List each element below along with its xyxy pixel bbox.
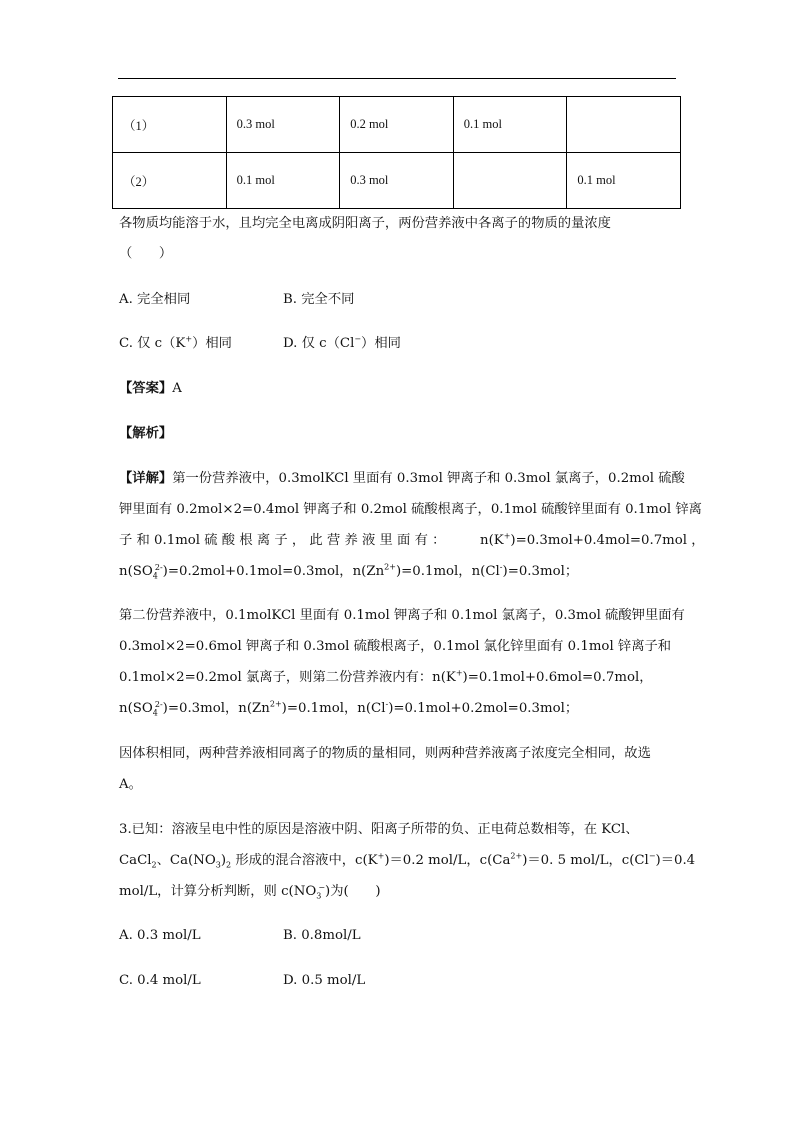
conclusion-line-2: A。 — [119, 777, 142, 792]
q3-option-c: C. 0.4 mol/L — [119, 973, 201, 988]
detail-p2-line-4: $n(SO_4^{2-})=0.3mol$，$n(Zn^{2+})=0.1mol$，n(Cl-)=0.1mol+0.2mol=0.3mol； — [119, 699, 579, 718]
q3-stem-line-2: CaCl$_2$、$Ca(NO_3)_2$ 形成的混合溶液中，c(K+)＝0.2 mol/L，$c(Ca^{2+})=0$. 5 mol/L，c(Cl−)＝0.4 — [119, 851, 696, 870]
detail-line-3: 子 和 0.1mol 硫 酸 根 离 子 ， 此 营 养 液 里 面 有 ： n(K+)=0.3mol+0.4mol=0.7mol ， — [119, 531, 705, 548]
answer-label: 【答案】 — [119, 381, 173, 396]
data-table — [112, 96, 681, 209]
table-row — [113, 153, 681, 209]
analysis-label: 【解析】 — [119, 426, 173, 441]
answer-value: A — [172, 381, 182, 396]
q3-stem-line-1: 3.已知：溶液呈电中性的原因是溶液中阴、阳离子所带的负、正电荷总数相等，在 KCl、 — [119, 822, 639, 837]
detail-line-4: $n(SO_4^{2-})=0.2mol+0.1mol=0.3mol$，$n(Zn^{2+})=0.1mol$，n(Cl-)=0.3mol； — [119, 562, 579, 581]
q2-option-a: A. 完全相同 — [119, 292, 191, 307]
table-cell: 0.3 mol — [340, 153, 454, 209]
table-cell: 0.1 mol — [226, 153, 340, 209]
table-cell: （2） — [113, 153, 227, 209]
q3-option-a: A. 0.3 mol/L — [119, 928, 201, 943]
conclusion-line-1: 因体积相同，两种营养液相同离子的物质的量相同，则两种营养液离子浓度完全相同，故选 — [119, 746, 651, 761]
table-cell: 0.2 mol — [340, 97, 454, 153]
q2-stem: 各物质均能溶于水，且均完全电离成阴阳离子，两份营养液中各离子的物质的量浓度 — [119, 216, 611, 231]
q2-paren: （ ） — [119, 246, 173, 261]
q3-option-b: B. 0.8mol/L — [283, 928, 361, 943]
detail-line-1: 【详解】第一份营养液中，0.3molKCl 里面有 0.3mol 钾离子和 0.3mol 氯离子，0.2mol 硫酸 — [119, 471, 685, 486]
table-cell: （1） — [113, 97, 227, 153]
table-cell — [453, 153, 567, 209]
table-row — [113, 97, 681, 153]
q2-option-b: B. 完全不同 — [283, 292, 355, 307]
table-cell — [567, 97, 681, 153]
table-cell: 0.1 mol — [567, 153, 681, 209]
detail-label: 【详解】 — [119, 471, 173, 486]
q3-option-d: D. 0.5 mol/L — [283, 973, 366, 988]
header-rule — [118, 78, 676, 79]
detail-p2-line-2: 0.3mol×2=0.6mol 钾离子和 0.3mol 硫酸根离子，0.1mol 氯化锌里面有 0.1mol 锌离子和 — [119, 639, 672, 654]
table-cell: 0.3 mol — [226, 97, 340, 153]
answer-line — [119, 379, 182, 399]
q2-option-c: C. 仅 c（K+）相同 — [119, 334, 232, 351]
q2-option-d: D. 仅 c（Cl−）相同 — [283, 334, 401, 351]
detail-p2-line-3: 0.1mol×2=0.2mol 氯离子，则第二份营养液内有：n(K+)=0.1mol+0.6mol=0.7mol， — [119, 668, 653, 685]
detail-p2-line-1: 第二份营养液中，0.1molKCl 里面有 0.1mol 钾离子和 0.1mol 氯离子，0.3mol 硫酸钾里面有 — [119, 608, 685, 623]
q3-stem-line-3: mol/L，计算分析判断，则 $c(NO_3^-)$为( ) — [119, 882, 381, 901]
table-cell: 0.1 mol — [453, 97, 567, 153]
detail-line-2: 钾里面有 0.2mol×2=0.4mol 钾离子和 0.2mol 硫酸根离子，0.1mol 硫酸锌里面有 0.1mol 锌离 — [119, 502, 702, 517]
